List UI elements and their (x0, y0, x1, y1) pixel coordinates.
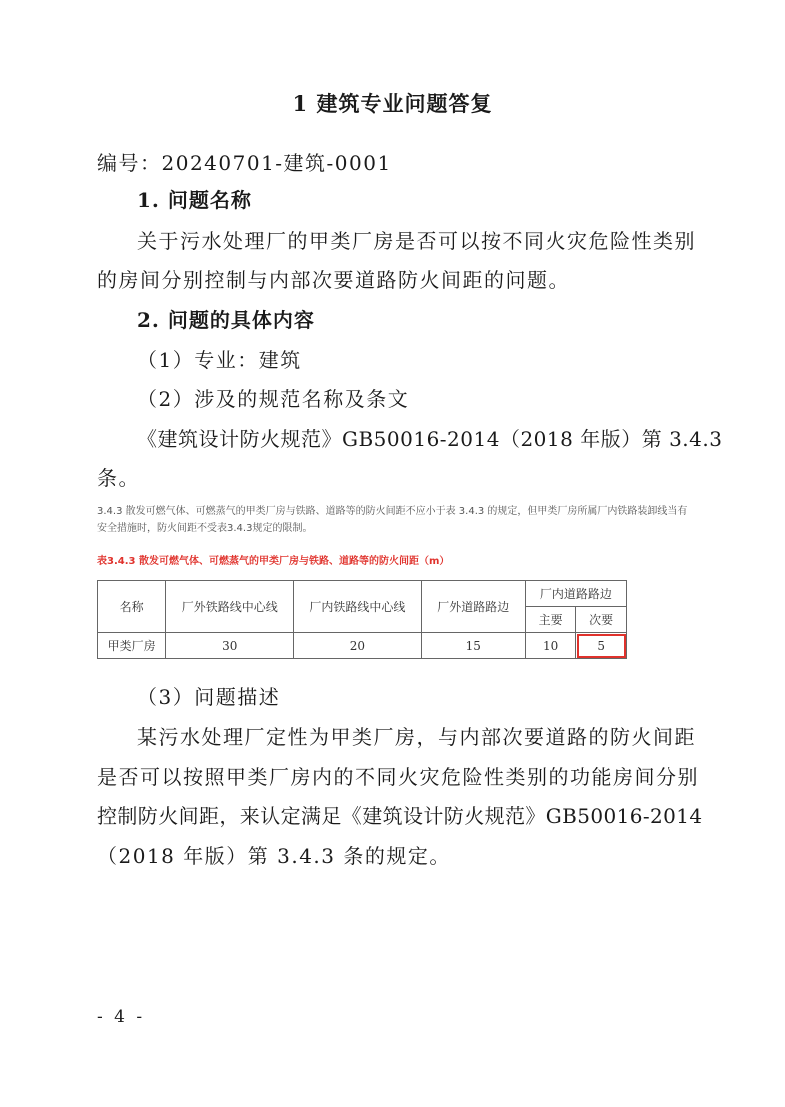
section-3-line-2: 是否可以按照甲类厂房内的不同火灾危险性类别的功能房间分别 (97, 765, 699, 789)
code-line-2: 条。 (97, 466, 140, 490)
item-specialty: （1）专业：建筑 (137, 348, 302, 372)
row-out-road: 15 (421, 633, 525, 659)
row-main: 10 (525, 633, 576, 659)
header-name: 名称 (98, 581, 166, 633)
header-out-road: 厂外道路路边 (421, 581, 525, 633)
header-minor: 次要 (576, 607, 627, 633)
header-main: 主要 (525, 607, 576, 633)
section-1-line-1: 关于污水处理厂的甲类厂房是否可以按不同火灾危险性类别 (137, 229, 696, 253)
section-3-line-3: 控制防火间距，来认定满足《建筑设计防火规范》GB50016-2014 (97, 804, 703, 828)
section-3-line-4: （2018 年版）第 3.4.3 条的规定。 (97, 844, 451, 868)
header-in-rail: 厂内铁路线中心线 (294, 581, 422, 633)
code-line-1: 《建筑设计防火规范》GB50016-2014（2018 年版）第 3.4.3 (137, 427, 723, 451)
section-2-heading: 2. 问题的具体内容 (137, 308, 315, 332)
clause-excerpt: 3.4.3 散发可燃气体、可燃蒸气的甲类厂房与铁路、道路等的防火间距不应小于表 3.4.3 的规定，但甲类厂房所属厂内铁路装卸线当有安全措施时，防火间距不受表3.4.3规定的限制。 (97, 506, 688, 534)
row-name: 甲类厂房 (98, 633, 166, 659)
page-title: 1 建筑专业问题答复 (292, 91, 493, 116)
section-3-line-1: 某污水处理厂定性为甲类厂房，与内部次要道路的防火间距 (137, 725, 696, 749)
header-out-rail: 厂外铁路线中心线 (166, 581, 294, 633)
item-code-reference: （2）涉及的规范名称及条文 (137, 387, 410, 411)
page-number: - 4 - (97, 1007, 146, 1027)
section-3-heading: （3）问题描述 (137, 685, 281, 709)
section-1-line-2: 的房间分别控制与内部次要道路防火间距的问题。 (97, 268, 570, 292)
header-in-road: 厂内道路路边 (525, 581, 626, 607)
spacing-table (97, 580, 627, 659)
row-minor-highlighted: 5 (576, 633, 627, 659)
row-out-rail: 30 (166, 633, 294, 659)
serial-number: 编号：20240701-建筑-0001 (97, 151, 392, 175)
section-1-heading: 1. 问题名称 (137, 188, 252, 212)
table-caption: 表3.4.3 散发可燃气体、可燃蒸气的甲类厂房与铁路、道路等的防火间距（m） (97, 556, 450, 567)
row-in-rail: 20 (294, 633, 422, 659)
